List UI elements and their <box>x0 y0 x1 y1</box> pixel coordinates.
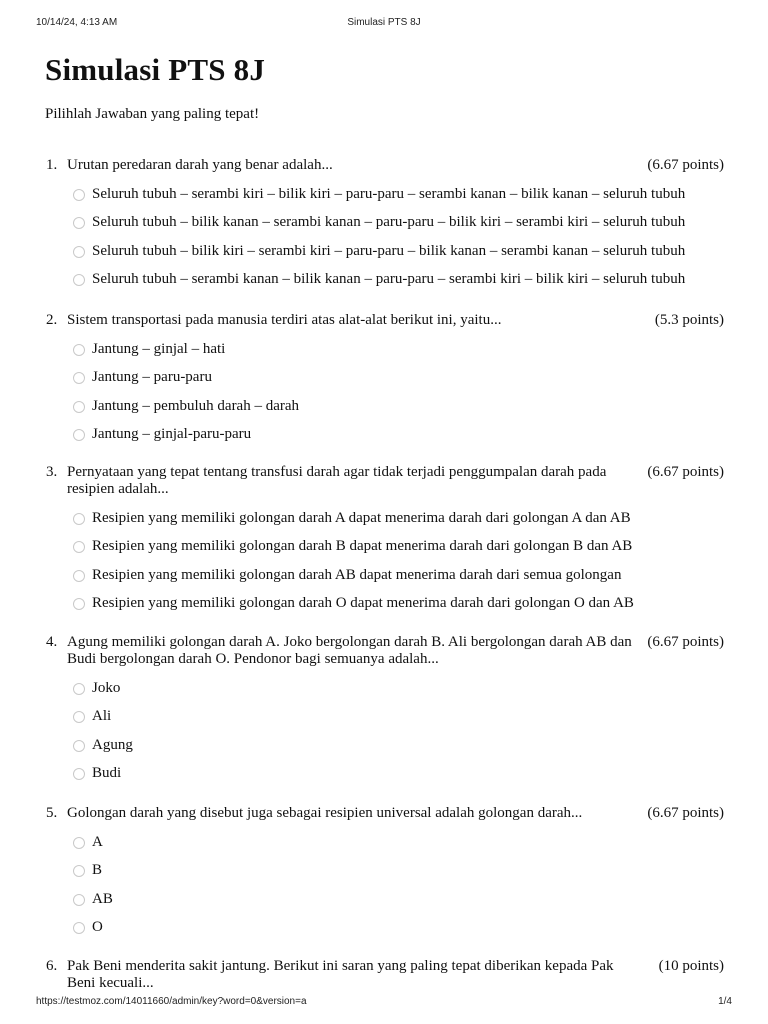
option-label: AB <box>92 890 113 907</box>
pdf-print-header <box>36 17 732 31</box>
question-2 <box>0 312 768 455</box>
print-date: 10/14/24, 4:13 AM <box>36 17 118 28</box>
question-text: Urutan peredaran darah yang benar adalah... <box>67 157 333 173</box>
question-text: Golongan darah yang disebut juga sebagai resipien universal adalah golongan darah... <box>67 805 583 821</box>
option-label: Budi <box>92 765 122 782</box>
question-3 <box>0 464 768 624</box>
radio-icon[interactable] <box>73 711 85 723</box>
question-points: (5.3 points) <box>654 312 724 328</box>
radio-icon[interactable] <box>73 865 85 877</box>
option-label: Jantung – paru-paru <box>92 369 212 386</box>
option-label: A <box>92 834 103 850</box>
option-label: Resipien yang memiliki golongan darah O dapat menerima darah dari golongan O dan AB <box>92 595 634 612</box>
print-url: https://testmoz.com/14011660/admin/key?word=0&version=a <box>36 996 307 1007</box>
option-label: Seluruh tubuh – bilik kanan – serambi kanan – paru-paru – bilik kiri – serambi kiri – seluruh tubuh <box>92 214 686 231</box>
radio-icon[interactable] <box>73 217 85 229</box>
answer-option[interactable] <box>0 680 768 708</box>
answer-option[interactable] <box>0 538 768 566</box>
answer-option[interactable] <box>0 862 768 890</box>
option-label: Ali <box>92 708 112 725</box>
radio-icon[interactable] <box>73 894 85 906</box>
answer-option[interactable] <box>0 708 768 736</box>
radio-icon[interactable] <box>73 344 85 356</box>
question-points: (10 points) <box>658 958 724 974</box>
question-number: 4. <box>46 634 58 650</box>
answer-option[interactable] <box>0 567 768 595</box>
answer-option[interactable] <box>0 510 768 538</box>
question-text: Pernyataan yang tepat tentang transfusi darah agar tidak terjadi penggumpalan darah pada resipien adalah... <box>67 464 607 497</box>
option-label: Seluruh tubuh – serambi kiri – bilik kiri – paru-paru – serambi kanan – bilik kanan – seluruh tubuh <box>92 186 686 202</box>
option-label: Seluruh tubuh – serambi kanan – bilik kanan – paru-paru – serambi kiri – bilik kiri – seluruh tubuh <box>92 271 686 288</box>
question-1 <box>0 157 768 300</box>
question-points: (6.67 points) <box>647 634 724 650</box>
answer-option[interactable] <box>0 426 768 454</box>
instructions: Pilihlah Jawaban yang paling tepat! <box>45 106 260 122</box>
answer-option[interactable] <box>0 214 768 242</box>
radio-icon[interactable] <box>73 570 85 582</box>
answer-option[interactable] <box>0 398 768 426</box>
radio-icon[interactable] <box>73 401 85 413</box>
radio-icon[interactable] <box>73 372 85 384</box>
answer-option[interactable] <box>0 369 768 397</box>
question-text: Pak Beni menderita sakit jantung. Berikut ini saran yang paling tepat diberikan kepada Pak Beni kecuali... <box>67 958 614 991</box>
answer-option[interactable] <box>0 243 768 271</box>
question-number: 1. <box>46 157 58 173</box>
option-label: Agung <box>92 736 133 753</box>
radio-icon[interactable] <box>73 189 85 201</box>
option-label: Jantung – ginjal – hati <box>92 341 226 357</box>
question-number: 3. <box>46 464 58 480</box>
answer-option[interactable] <box>0 891 768 919</box>
page-title: Simulasi PTS 8J <box>45 52 266 87</box>
radio-icon[interactable] <box>73 541 85 553</box>
radio-icon[interactable] <box>73 246 85 258</box>
pdf-print-footer <box>36 996 732 1010</box>
question-number: 6. <box>46 958 58 974</box>
option-label: Joko <box>92 680 121 696</box>
answer-option[interactable] <box>0 919 768 947</box>
answer-option[interactable] <box>0 737 768 765</box>
radio-icon[interactable] <box>73 837 85 849</box>
question-points: (6.67 points) <box>647 464 724 480</box>
question-text: Sistem transportasi pada manusia terdiri atas alat-alat berikut ini, yaitu... <box>67 312 502 328</box>
radio-icon[interactable] <box>73 922 85 934</box>
radio-icon[interactable] <box>73 598 85 610</box>
page-number: 1/4 <box>718 996 732 1007</box>
question-number: 5. <box>46 805 58 821</box>
option-label: B <box>92 862 103 879</box>
option-label: O <box>92 919 103 936</box>
option-label: Jantung – pembuluh darah – darah <box>92 397 300 414</box>
radio-icon[interactable] <box>73 429 85 441</box>
radio-icon[interactable] <box>73 513 85 525</box>
question-points: (6.67 points) <box>647 805 724 821</box>
question-4 <box>0 634 768 794</box>
answer-option[interactable] <box>0 834 768 862</box>
radio-icon[interactable] <box>73 740 85 752</box>
question-points: (6.67 points) <box>647 157 724 173</box>
answer-option[interactable] <box>0 186 768 214</box>
option-label: Resipien yang memiliki golongan darah B dapat menerima darah dari golongan B dan AB <box>92 538 633 555</box>
radio-icon[interactable] <box>73 683 85 695</box>
option-label: Resipien yang memiliki golongan darah A dapat menerima darah dari golongan A dan AB <box>92 510 631 526</box>
radio-icon[interactable] <box>73 274 85 286</box>
answer-option[interactable] <box>0 765 768 793</box>
answer-option[interactable] <box>0 595 768 623</box>
question-5 <box>0 805 768 948</box>
radio-icon[interactable] <box>73 768 85 780</box>
answer-option[interactable] <box>0 341 768 369</box>
option-label: Seluruh tubuh – bilik kiri – serambi kiri – paru-paru – bilik kanan – serambi kanan – seluruh tubuh <box>92 242 686 259</box>
question-text: Agung memiliki golongan darah A. Joko bergolongan darah B. Ali bergolongan darah AB dan Budi bergolongan darah O. Pendonor bagi semuanya adalah... <box>67 634 632 667</box>
option-label: Resipien yang memiliki golongan darah AB dapat menerima darah dari semua golongan <box>92 566 622 583</box>
answer-option[interactable] <box>0 271 768 299</box>
question-number: 2. <box>46 312 58 328</box>
option-label: Jantung – ginjal-paru-paru <box>92 426 252 443</box>
print-title: Simulasi PTS 8J <box>347 17 421 28</box>
question-6 <box>0 958 768 994</box>
